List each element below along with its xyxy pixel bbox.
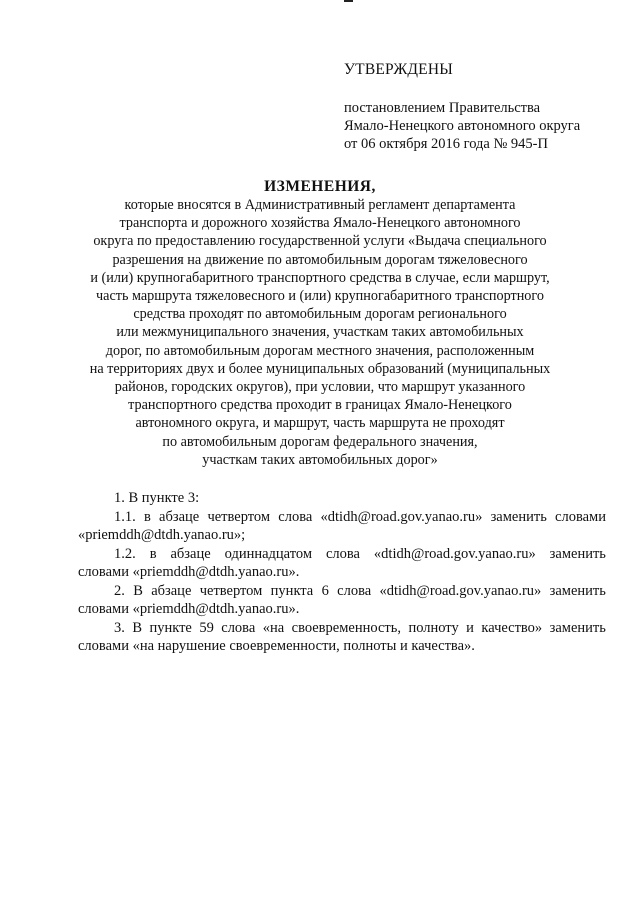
word: в	[149, 545, 157, 562]
word: В	[132, 619, 142, 636]
word: пункта	[270, 582, 314, 599]
subtitle-line: участкам таких автомобильных дорог»	[202, 451, 438, 468]
paragraph-1: 1. В пункте 3:	[114, 490, 200, 506]
word: качество»	[481, 619, 543, 636]
word: словами	[555, 508, 606, 525]
paragraph-3-line-2: словами «на нарушение своевременности, полноты и качества».	[78, 638, 475, 654]
word: 3.	[114, 619, 125, 636]
subtitle-line: которые вносятся в Административный регламент департамента	[124, 197, 516, 213]
word: «на	[262, 619, 285, 636]
subtitle-line: разрешения на движение по автомобильным дорогам тяжеловесного	[112, 251, 528, 268]
email-old: «dtidh@road.gov.yanao.ru»	[320, 508, 483, 525]
word: и	[466, 619, 474, 636]
word: полноту	[408, 619, 459, 636]
word: 2.	[114, 582, 125, 599]
subtitle-line: и (или) крупногабаритного транспортного средства в случае, если маршрут,	[90, 269, 550, 286]
word: В	[133, 582, 143, 599]
word: слова	[325, 545, 360, 562]
email-old: «dtidh@road.gov.yanao.ru»	[379, 582, 542, 599]
subtitle-line: транспорта и дорожного хозяйства Ямало-Ненецкого автономного	[119, 215, 521, 232]
word: заменить	[549, 619, 606, 636]
subtitle-line: по автомобильным дорогам федерального значения,	[162, 433, 478, 450]
approval-title: УТВЕРЖДЕНЫ	[344, 61, 453, 78]
approval-block	[344, 61, 624, 153]
word: заменить	[490, 508, 547, 525]
subtitle-line: или межмуниципального значения, участкам таких автомобильных	[116, 324, 524, 341]
word: одиннадцатом	[224, 545, 313, 562]
document-heading: ИЗМЕНЕНИЯ,	[264, 178, 376, 195]
word: 6	[321, 582, 329, 599]
word: пункте	[149, 619, 192, 636]
paragraph-1-1-line-2: «priemddh@dtdh.yanao.ru»;	[78, 527, 246, 543]
paragraph-2-line-1	[78, 582, 606, 601]
paragraph-1-2-line-1	[78, 545, 606, 564]
word: абзаце	[170, 545, 211, 562]
word: слова	[278, 508, 313, 525]
subtitle-line: на территориях двух и более муниципальных образований (муниципальных	[89, 360, 551, 377]
document-body	[78, 489, 606, 656]
word: 59	[199, 619, 214, 636]
subtitle-line: транспортного средства проходит в границах Ямало-Ненецкого	[128, 397, 512, 414]
word: слова	[337, 582, 372, 599]
scan-mark	[344, 0, 353, 2]
subtitle-line: округа по предоставлению государственной услуги «Выдача специального	[93, 233, 547, 250]
subtitle-line: дорог, по автомобильным дорогам местного значения, расположенным	[105, 342, 535, 359]
word: 1.2.	[114, 545, 136, 562]
subtitle-line: автономного округа, и маршрут, часть маршрута не проходят	[135, 415, 505, 432]
document-subtitle	[40, 196, 600, 469]
approval-line: от 06 октября 2016 года № 945-П	[344, 136, 548, 152]
word: в	[143, 508, 151, 525]
word: абзаце	[151, 582, 192, 599]
paragraph-3-line-1	[78, 619, 606, 638]
word: четвертом	[199, 582, 263, 599]
approval-line: Ямало-Ненецкого автономного округа	[344, 118, 581, 134]
word: абзаце	[159, 508, 200, 525]
word: заменить	[549, 545, 606, 562]
subtitle-line: часть маршрута тяжеловесного и (или) крупногабаритного транспортного	[96, 288, 544, 305]
word: своевременность,	[291, 619, 401, 636]
subtitle-line: средства проходят по автомобильным дорогам регионального	[133, 306, 507, 323]
word: заменить	[549, 582, 606, 599]
email-old: «dtidh@road.gov.yanao.ru»	[373, 545, 536, 562]
word: четвертом	[207, 508, 271, 525]
approval-line: постановлением Правительства	[344, 100, 541, 116]
subtitle-line: районов, городских округов), при условии, что маршрут указанного	[114, 379, 526, 396]
word: 1.1.	[114, 508, 136, 525]
paragraph-1-1-line-1	[78, 508, 606, 527]
paragraph-2-line-2: словами «priemddh@dtdh.yanao.ru».	[78, 601, 300, 617]
paragraph-1-2-line-2: словами «priemddh@dtdh.yanao.ru».	[78, 564, 300, 580]
word: слова	[221, 619, 256, 636]
